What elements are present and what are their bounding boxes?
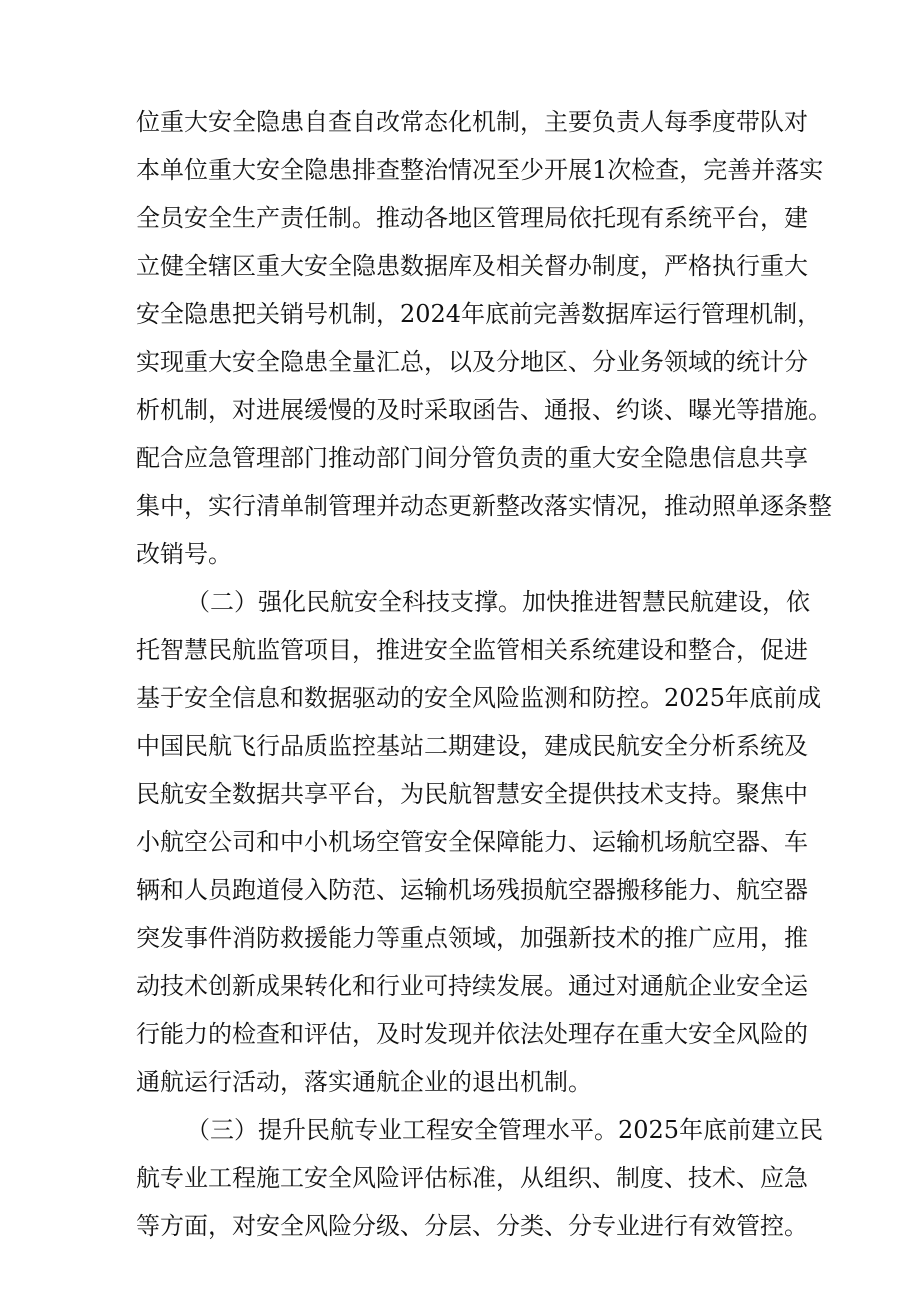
text-line: 改销号。 <box>136 540 232 568</box>
text-line: 突发事件消防救援能力等重点领域，加强新技术的推广应用，推 <box>136 924 808 952</box>
text-line: 位重大安全隐患自查自改常态化机制，主要负责人每季度带队对 <box>136 108 808 136</box>
text-line: 托智慧民航监管项目，推进安全监管相关系统建设和整合，促进 <box>136 636 808 664</box>
text-line: 析机制，对进展缓慢的及时采取函告、通报、约谈、曝光等措施。 <box>136 396 832 424</box>
text-line: 安全隐患把关销号机制，2024年底前完善数据库运行管理机制， <box>136 300 822 328</box>
section-heading-line: （三）提升民航专业工程安全管理水平。2025年底前建立民 <box>186 1116 824 1144</box>
text-line: 通航运行活动，落实通航企业的退出机制。 <box>136 1068 592 1096</box>
text-line: 等方面，对安全风险分级、分层、分类、分专业进行有效管控。 <box>136 1212 808 1240</box>
text-line: 立健全辖区重大安全隐患数据库及相关督办制度，严格执行重大 <box>136 252 808 280</box>
text-line: 动技术创新成果转化和行业可持续发展。通过对通航企业安全运 <box>136 972 808 1000</box>
text-line: 基于安全信息和数据驱动的安全风险监测和防控。2025年底前成 <box>136 684 822 712</box>
text-line: 航专业工程施工安全风险评估标准，从组织、制度、技术、应急 <box>136 1164 808 1192</box>
text-line: 本单位重大安全隐患排查整治情况至少开展1次检查，完善并落实 <box>136 156 824 184</box>
text-line: 中国民航飞行品质监控基站二期建设，建成民航安全分析系统及 <box>136 732 808 760</box>
section-heading-line: （二）强化民航安全科技支撑。加快推进智慧民航建设，依 <box>186 588 810 616</box>
text-line: 小航空公司和中小机场空管安全保障能力、运输机场航空器、车 <box>136 828 808 856</box>
text-line: 行能力的检查和评估，及时发现并依法处理存在重大安全风险的 <box>136 1020 808 1048</box>
text-line: 全员安全生产责任制。推动各地区管理局依托现有系统平台，建 <box>136 204 808 232</box>
text-line: 辆和人员跑道侵入防范、运输机场残损航空器搬移能力、航空器 <box>136 876 808 904</box>
text-line: 实现重大安全隐患全量汇总，以及分地区、分业务领域的统计分 <box>136 348 808 376</box>
text-line: 配合应急管理部门推动部门间分管负责的重大安全隐患信息共享 <box>136 444 808 472</box>
text-line: 民航安全数据共享平台，为民航智慧安全提供技术支持。聚焦中 <box>136 780 808 808</box>
text-line: 集中，实行清单制管理并动态更新整改落实情况，推动照单逐条整 <box>136 492 832 520</box>
